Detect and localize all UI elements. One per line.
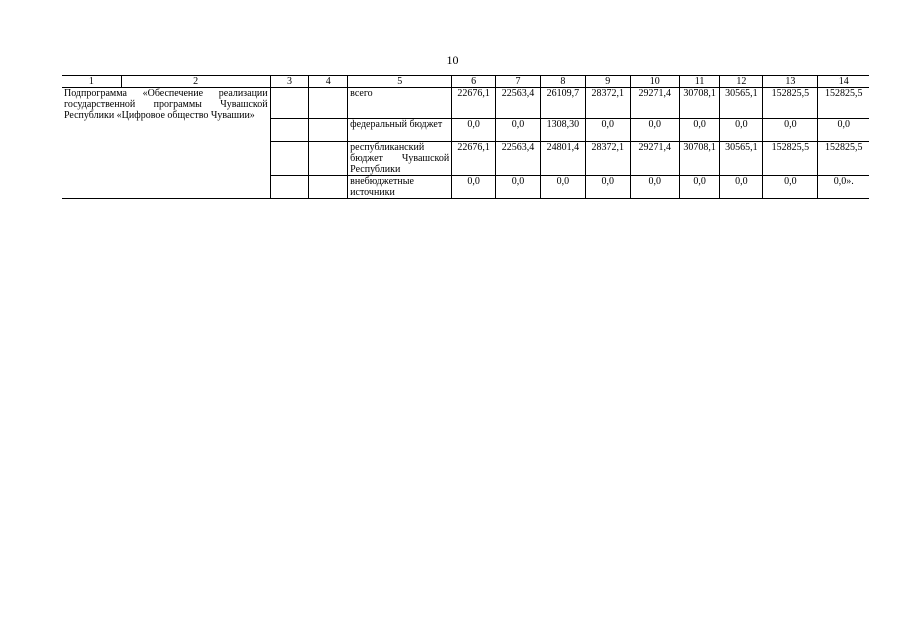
value-cell: 30708,1 bbox=[679, 142, 720, 176]
value-cell: 0,0 bbox=[496, 119, 541, 142]
value-cell: 0,0 bbox=[585, 176, 630, 199]
header-cell: 1 bbox=[62, 76, 121, 88]
header-cell: 11 bbox=[679, 76, 720, 88]
value-cell: 22563,4 bbox=[496, 142, 541, 176]
value-cell: 152825,5 bbox=[818, 88, 869, 119]
header-cell: 2 bbox=[121, 76, 270, 88]
budget-table bbox=[62, 75, 869, 199]
value-cell: 0,0 bbox=[763, 119, 818, 142]
header-cell: 13 bbox=[763, 76, 818, 88]
value-cell: 0,0 bbox=[720, 119, 763, 142]
value-cell: 1308,30 bbox=[540, 119, 585, 142]
table-cell bbox=[270, 119, 309, 142]
value-cell: 28372,1 bbox=[585, 142, 630, 176]
header-cell: 7 bbox=[496, 76, 541, 88]
header-cell: 10 bbox=[630, 76, 679, 88]
table-cell bbox=[309, 119, 348, 142]
value-cell: 152825,5 bbox=[818, 142, 869, 176]
table-cell bbox=[270, 88, 309, 119]
table-header-row bbox=[62, 76, 869, 88]
value-cell: 29271,4 bbox=[630, 88, 679, 119]
value-cell: 30565,1 bbox=[720, 142, 763, 176]
value-cell: 0,0 bbox=[452, 176, 496, 199]
value-cell: 24801,4 bbox=[540, 142, 585, 176]
value-cell: 152825,5 bbox=[763, 142, 818, 176]
value-cell: 22676,1 bbox=[452, 88, 496, 119]
value-cell: 22563,4 bbox=[496, 88, 541, 119]
value-cell: 0,0 bbox=[585, 119, 630, 142]
funding-source: федеральный бюджет bbox=[348, 119, 452, 142]
value-cell: 0,0 bbox=[720, 176, 763, 199]
header-cell: 4 bbox=[309, 76, 348, 88]
value-cell: 0,0 bbox=[818, 119, 869, 142]
value-cell: 28372,1 bbox=[585, 88, 630, 119]
header-cell: 5 bbox=[348, 76, 452, 88]
value-cell: 0,0 bbox=[630, 119, 679, 142]
value-cell: 30565,1 bbox=[720, 88, 763, 119]
value-cell: 0,0 bbox=[679, 176, 720, 199]
header-cell: 8 bbox=[540, 76, 585, 88]
header-cell: 6 bbox=[452, 76, 496, 88]
table-cell bbox=[309, 88, 348, 119]
funding-source: всего bbox=[348, 88, 452, 119]
funding-source: республиканский бюджет Чувашской Республики bbox=[348, 142, 452, 176]
funding-source: внебюджетные источники bbox=[348, 176, 452, 199]
header-cell: 9 bbox=[585, 76, 630, 88]
value-cell: 0,0 bbox=[540, 176, 585, 199]
value-cell: 152825,5 bbox=[763, 88, 818, 119]
value-cell: 0,0 bbox=[679, 119, 720, 142]
value-cell: 0,0». bbox=[818, 176, 869, 199]
header-cell: 12 bbox=[720, 76, 763, 88]
header-cell: 14 bbox=[818, 76, 869, 88]
value-cell: 29271,4 bbox=[630, 142, 679, 176]
table-cell bbox=[270, 176, 309, 199]
page-number: 10 bbox=[446, 53, 459, 67]
subprogram-description: Подпрограмма «Обеспечение реализации государственной программы Чувашской Республики «Цифровое общество Чувашии» bbox=[62, 88, 270, 199]
table-cell bbox=[309, 176, 348, 199]
table-row bbox=[62, 88, 869, 119]
value-cell: 26109,7 bbox=[540, 88, 585, 119]
value-cell: 30708,1 bbox=[679, 88, 720, 119]
value-cell: 0,0 bbox=[763, 176, 818, 199]
table-cell bbox=[309, 142, 348, 176]
value-cell: 0,0 bbox=[496, 176, 541, 199]
header-cell: 3 bbox=[270, 76, 309, 88]
value-cell: 0,0 bbox=[630, 176, 679, 199]
value-cell: 22676,1 bbox=[452, 142, 496, 176]
value-cell: 0,0 bbox=[452, 119, 496, 142]
table-cell bbox=[270, 142, 309, 176]
